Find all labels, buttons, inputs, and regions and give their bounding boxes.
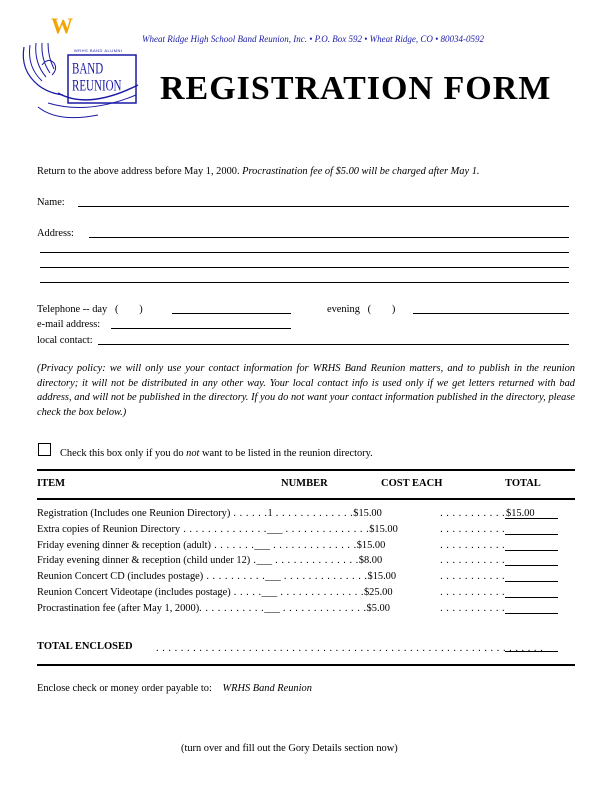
row-dots1: . . . . . . .: [211, 539, 255, 551]
row-dots2: . . . . . . . . . . . . . .: [279, 602, 367, 614]
row-dots2: . . . . . . . . . . . . .: [272, 508, 354, 519]
row-cost: $5.00: [366, 602, 390, 614]
checkbox-text-before: Check this box only if you do: [60, 448, 184, 459]
table-row: [37, 570, 505, 583]
telephone-day-label: Telephone -- day ( ): [37, 304, 143, 315]
row-dots2: . . . . . . . . . . . . . .: [277, 587, 364, 598]
row-number[interactable]: ___: [264, 602, 280, 614]
address-field-line-4[interactable]: [40, 282, 569, 283]
return-instructions: [37, 165, 480, 178]
row-cost: $25.00: [363, 587, 393, 598]
table-row: [37, 523, 505, 536]
row-dots3: . . . . . . . . . . .: [437, 571, 506, 583]
row-dots1: . . . . . . . . . .: [203, 571, 266, 583]
row-dots3: . . . . . . . . . . .: [437, 508, 506, 519]
payable-line: [37, 682, 312, 695]
row-item: Reunion Concert CD (includes postage): [37, 571, 204, 583]
logo-small-text: WRHS BAND ALUMNI: [74, 48, 123, 53]
unlisted-checkbox-label: [60, 447, 373, 460]
column-header-total: TOTAL: [505, 478, 541, 489]
payable-label: Enclose check or money order payable to:: [37, 683, 212, 694]
row-cost: $15.00: [369, 523, 398, 535]
logo-letter: W: [51, 13, 73, 38]
row-item: Procrastination fee (after May 1, 2000): [37, 602, 200, 614]
row-item: Registration (Includes one Reunion Directory): [37, 508, 231, 519]
page-title: REGISTRATION FORM: [160, 70, 552, 107]
column-header-cost-each: COST EACH: [381, 478, 443, 489]
address-field-line-2[interactable]: [40, 252, 569, 253]
payee-name: WRHS Band Reunion: [222, 683, 312, 694]
address-field-line-1[interactable]: [89, 237, 569, 238]
table-row: [37, 586, 505, 599]
row-item: Reunion Concert Videotape (includes postage): [37, 587, 231, 598]
telephone-evening-label: evening ( ): [327, 304, 396, 315]
footer-note: (turn over and fill out the Gory Details section now): [181, 743, 398, 754]
row-total-field[interactable]: [505, 550, 558, 551]
table-header-rule: [37, 498, 575, 500]
band-reunion-logo: [18, 15, 140, 123]
logo-text: BAND REUNION: [72, 61, 122, 95]
row-dots3: . . . . . . . . . . .: [437, 523, 506, 535]
name-field[interactable]: [78, 206, 569, 207]
row-dots3: . . . . . . . . . . .: [437, 602, 506, 614]
row-number[interactable]: 1: [267, 508, 273, 519]
total-enclosed-field[interactable]: [505, 651, 558, 652]
row-total-value: $15.00: [506, 508, 535, 519]
row-total-field[interactable]: [505, 534, 558, 535]
row-cost: $15.00: [356, 539, 386, 551]
column-header-item: ITEM: [37, 478, 66, 489]
row-dots3: . . . . . . . . . . .: [437, 555, 506, 567]
table-bottom-rule: [37, 664, 575, 666]
row-dots2: . . . . . . . . . . . . . .: [282, 523, 370, 535]
row-dots1: . . . . .: [230, 587, 262, 598]
row-dots2: . . . . . . . . . . . . . .: [280, 571, 368, 583]
procrastination-fee-note: Procrastination fee of $5.00 will be charged after May 1.: [242, 166, 480, 177]
row-dots2: . . . . . . . . . . . . . .: [269, 539, 357, 551]
privacy-policy: (Privacy policy: we will only use your contact information for WRHS Band Reunion matters, and to publish in the reunion directory; it will not be distributed in any other way. Your local contact info is used only if we get letters returned with bad address, and will not be published in the directory. If you do not want your contact information published in the directory, please check the box below.): [37, 363, 575, 418]
address-label: Address:: [37, 228, 74, 239]
row-number[interactable]: ___: [256, 555, 273, 567]
row-number[interactable]: ___: [266, 523, 283, 535]
row-cost: $15.00: [367, 571, 397, 583]
row-dots2: . . . . . . . . . . . . . .: [272, 555, 359, 567]
row-total-field[interactable]: [505, 581, 558, 582]
row-dots1: . . . . . . . . . . . . . .: [180, 523, 267, 535]
email-label: e-mail address:: [37, 319, 101, 330]
total-enclosed-dots: . . . . . . . . . . . . . . . . . . . . . . . . . . . . . . . . . . . . . . . . . . . . . . . . . . . . . . . . . . . . . . .: [156, 643, 544, 654]
table-row: [37, 507, 505, 520]
row-total-field[interactable]: [505, 597, 558, 598]
return-deadline-text: Return to the above address before May 1, 2000.: [37, 166, 240, 177]
telephone-evening-field[interactable]: [413, 313, 569, 314]
telephone-day-field[interactable]: [172, 313, 291, 314]
checkbox-text-emph: not: [186, 448, 200, 459]
row-total-field[interactable]: [505, 613, 558, 614]
local-contact-label: local contact:: [37, 335, 93, 346]
name-label: Name:: [37, 197, 65, 208]
row-cost: $15.00: [353, 508, 382, 519]
row-item: Extra copies of Reunion Directory: [37, 523, 181, 535]
table-row: [37, 602, 505, 615]
row-dots1: . . . . . .: [230, 508, 268, 519]
row-dots1: . . . . . . . . . . .: [199, 602, 265, 614]
row-number[interactable]: ___: [265, 571, 281, 583]
table-row: [37, 539, 505, 552]
column-header-number: NUMBER: [281, 478, 328, 489]
row-total-field[interactable]: [505, 565, 558, 566]
row-number[interactable]: ___: [261, 587, 278, 598]
row-dots3: . . . . . . . . . . .: [437, 539, 506, 551]
local-contact-field[interactable]: [98, 344, 569, 345]
address-field-line-3[interactable]: [40, 267, 569, 268]
row-item: Friday evening dinner & reception (adult): [37, 539, 211, 551]
row-dots3: . . . . . . . . . . .: [437, 587, 506, 598]
unlisted-checkbox[interactable]: [38, 443, 51, 456]
checkbox-text-after: want to be listed in the reunion directory.: [202, 448, 373, 459]
row-dots1: .: [250, 555, 257, 567]
org-address-line: Wheat Ridge High School Band Reunion, Inc. • P.O. Box 592 • Wheat Ridge, CO • 80034-0592: [142, 34, 484, 44]
table-top-rule: [37, 469, 575, 471]
row-cost: $8.00: [358, 555, 383, 567]
total-enclosed-label: TOTAL ENCLOSED: [37, 641, 133, 652]
row-number[interactable]: ___: [254, 539, 270, 551]
email-field[interactable]: [111, 328, 291, 329]
row-item: Friday evening dinner & reception (child under 12): [37, 555, 251, 567]
table-row: [37, 554, 505, 567]
